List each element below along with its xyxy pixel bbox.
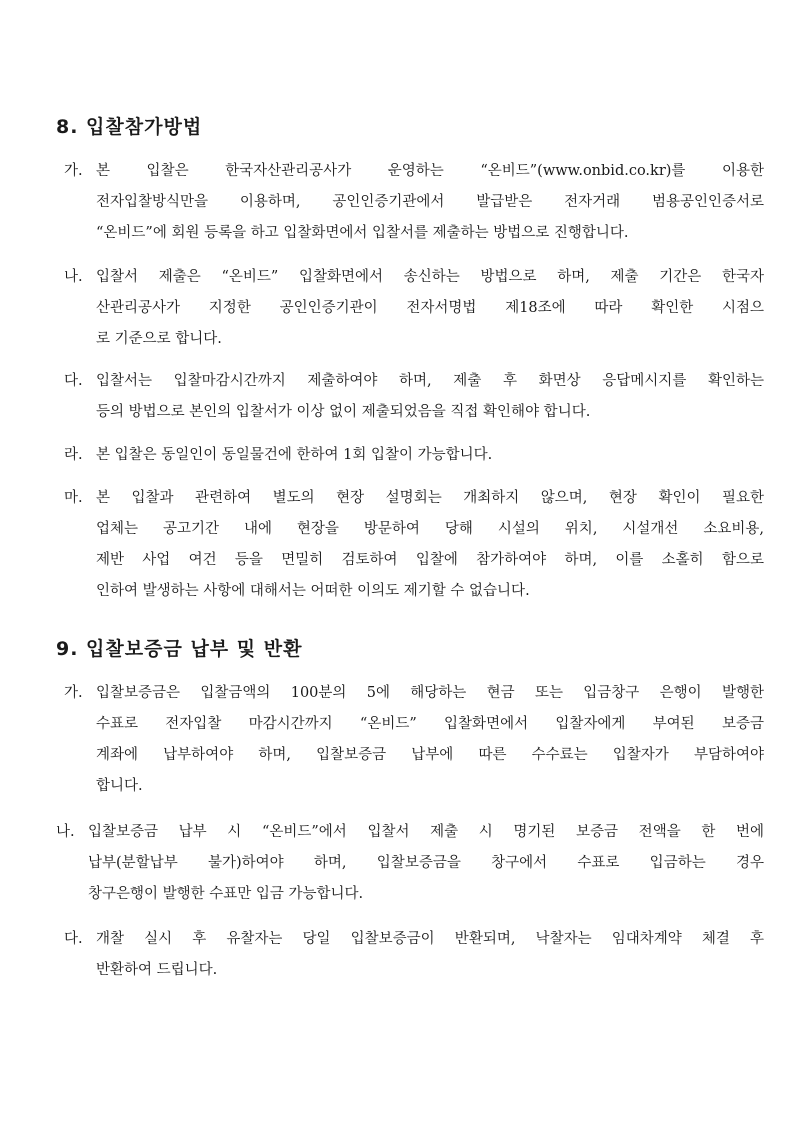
section-heading: 8. 입찰참가방법 [56, 116, 203, 138]
item-line: 산관리공사가 지정한 공인인증기관이 전자서명법 제18조에 따라 확인한 시점으 [96, 300, 764, 316]
item-line: 본 입찰은 한국자산관리공사가 운영하는 “온비드”(www.onbid.co.kr)를 이용한 [96, 163, 764, 179]
item-line: 수표로 전자입찰 마감시간까지 “온비드” 입찰화면에서 입찰자에게 부여된 보증금 [96, 716, 764, 732]
item-line: 입찰서 제출은 “온비드” 입찰화면에서 송신하는 방법으로 하며, 제출 기간은 한국자 [96, 269, 764, 285]
item-label: 마. [64, 490, 83, 506]
item-line: 개찰 실시 후 유찰자는 당일 입찰보증금이 반환되며, 낙찰자는 임대차계약 체결 후 [96, 931, 764, 947]
item-line: 창구은행이 발행한 수표만 입금 가능합니다. [88, 886, 364, 902]
item-line: 등의 방법으로 본인의 입찰서가 이상 없이 제출되었음을 직접 확인해야 합니다. [96, 404, 591, 420]
item-line: 합니다. [96, 778, 143, 794]
item-label: 라. [64, 447, 83, 463]
item-line: 입찰서는 입찰마감시간까지 제출하여야 하며, 제출 후 화면상 응답메시지를 확인하는 [96, 373, 764, 389]
item-label: 나. [64, 269, 83, 285]
item-label: 가. [64, 685, 83, 701]
item-line: 계좌에 납부하여야 하며, 입찰보증금 납부에 따른 수수료는 입찰자가 부담하여야 [96, 747, 764, 763]
item-line: 입찰보증금은 입찰금액의 100분의 5에 해당하는 현금 또는 입금창구 은행이 발행한 [96, 685, 764, 701]
item-line: 입찰보증금 납부 시 “온비드”에서 입찰서 제출 시 명기된 보증금 전액을 한 번에 [88, 824, 764, 840]
section-heading: 9. 입찰보증금 납부 및 반환 [56, 638, 303, 660]
item-line: “온비드”에 회원 등록을 하고 입찰화면에서 입찰서를 제출하는 방법으로 진행합니다. [96, 225, 629, 241]
item-label: 다. [64, 373, 83, 389]
item-line: 업체는 공고기간 내에 현장을 방문하여 당해 시설의 위치, 시설개선 소요비용, [96, 521, 764, 537]
item-label: 나. [56, 824, 75, 840]
item-line: 제반 사업 여건 등을 면밀히 검토하여 입찰에 참가하여야 하며, 이를 소홀히 함으로 [96, 552, 764, 568]
item-label: 가. [64, 163, 83, 179]
item-label: 다. [64, 931, 83, 947]
item-line: 인하여 발생하는 사항에 대해서는 어떠한 이의도 제기할 수 없습니다. [96, 583, 530, 599]
item-line: 납부(분할납부 불가)하여야 하며, 입찰보증금을 창구에서 수표로 입금하는 경우 [88, 855, 764, 871]
item-line: 본 입찰과 관련하여 별도의 현장 설명회는 개최하지 않으며, 현장 확인이 필요한 [96, 490, 764, 506]
item-line: 전자입찰방식만을 이용하며, 공인인증기관에서 발급받은 전자거래 범용공인인증서로 [96, 194, 764, 210]
item-line: 반환하여 드립니다. [96, 962, 218, 978]
item-line: 로 기준으로 합니다. [96, 331, 222, 347]
item-line: 본 입찰은 동일인이 동일물건에 한하여 1회 입찰이 가능합니다. [96, 447, 493, 463]
